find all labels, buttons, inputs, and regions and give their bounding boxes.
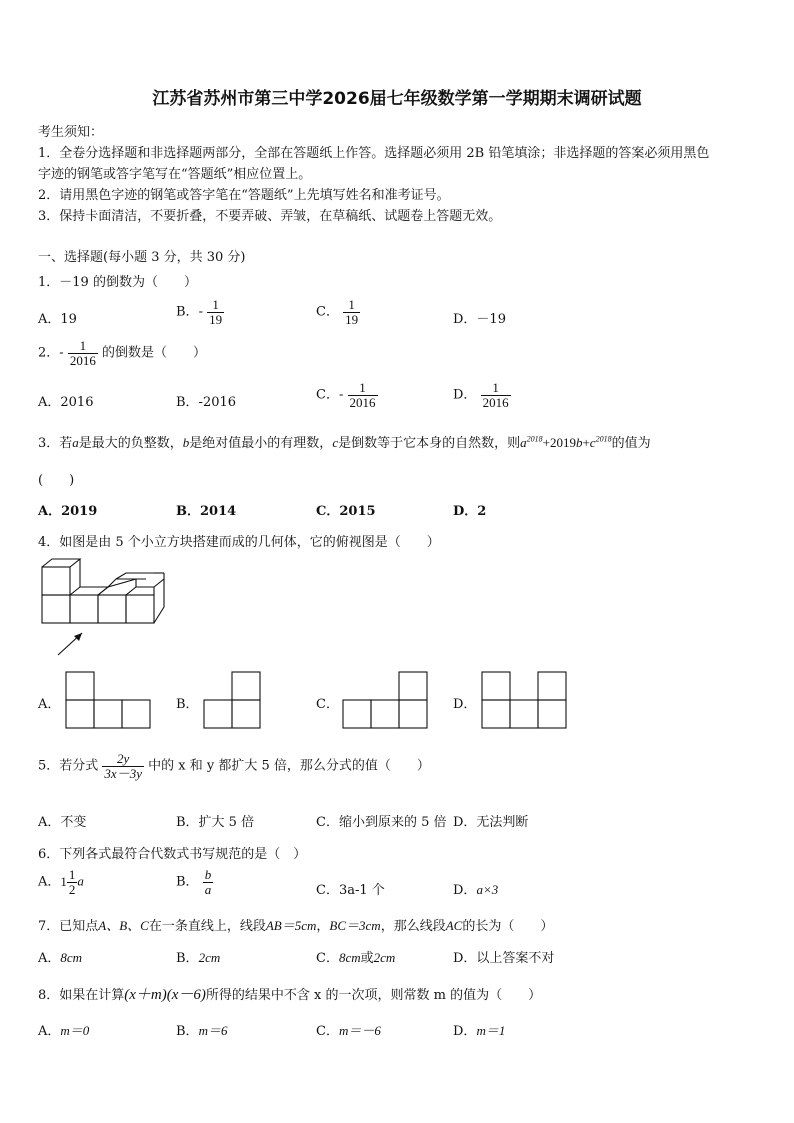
q4-solid-figure [36, 556, 166, 658]
q1-option-b-label: B． [176, 304, 199, 320]
q7-option-b [176, 947, 220, 966]
expr-plus: + [582, 435, 590, 450]
q4-stem: 4．如图是由 5 个小立方块搭建而成的几何体，它的俯视图是（ ） [38, 535, 440, 550]
q7-option-d: D．以上答案不对 [453, 951, 555, 966]
notice-item-3: 3．保持卡面清洁，不要折叠，不要弄破、弄皱，在草稿纸、试题卷上答题无效。 [38, 209, 502, 224]
q7-option-c-value2: 2cm [373, 950, 396, 965]
q7-text: ， [316, 919, 330, 934]
q7-option-a-label: A． [38, 951, 61, 966]
q3-option-a: A．2019 [38, 504, 98, 519]
q4-option-d-figure [481, 671, 569, 731]
fraction-numerator: 1 [212, 297, 219, 312]
q5-fraction [102, 752, 144, 780]
q6-option-b-fraction [203, 868, 214, 896]
q2-option-c [316, 381, 378, 409]
q2-stem-rest: 的倒数是（ ） [101, 345, 206, 361]
q5-stem [38, 752, 430, 780]
fraction-denominator: a [204, 881, 212, 897]
notice-item-1: 1．全卷分选择题和非选择题两部分，全部在答题纸上作答。选择题必须用 2B 铅笔填涂；非选择题的答案必须用黑色 [38, 146, 710, 161]
q7-option-c [316, 947, 395, 966]
q2-option-a: A．2016 [38, 395, 94, 410]
q1-option-b-sign: - [198, 304, 203, 320]
q8-option-d-label: D． [453, 1024, 477, 1039]
q2-stem [38, 339, 206, 367]
q7-option-a-value: 8cm [60, 950, 83, 965]
q7-option-a [38, 947, 82, 966]
q1-option-b [176, 298, 224, 326]
fraction-numerator: 1 [492, 380, 499, 395]
q4-option-a-label: A． [38, 697, 61, 712]
q4-option-d-label: D． [453, 697, 477, 712]
expr-exp: 2018 [595, 434, 612, 444]
q6-option-c: C．3a-1 个 [316, 883, 385, 898]
q1-option-d: D．－19 [453, 312, 506, 327]
notice-heading: 考生须知： [38, 125, 104, 140]
q3-text: 的值为 [611, 436, 651, 451]
q7-option-c-label: C． [316, 951, 339, 966]
q8-option-c-value: m＝－6 [338, 1023, 381, 1038]
q8-stem [38, 983, 541, 1004]
q3-text: 是绝对值最小的有理数， [189, 436, 333, 451]
q4-option-b-figure [203, 671, 263, 731]
section-heading: 一、选择题(每小题 3 分，共 30 分) [38, 250, 246, 265]
q4-option-c-label: C． [316, 697, 339, 712]
q4-option-a-figure [65, 671, 153, 731]
expr-b: b [575, 435, 583, 450]
q7-bc: BC＝3cm [329, 918, 381, 933]
q7-option-c-or: 或 [360, 951, 374, 966]
fraction-numerator: 1 [79, 338, 87, 353]
q2-option-b: B．-2016 [176, 395, 237, 410]
q8-option-c-label: C． [316, 1024, 339, 1039]
expr-mid: +2019 [542, 435, 576, 450]
q3-text: 是最大的负整数， [78, 436, 183, 451]
q8-expression: (x＋m)(x－6) [124, 987, 206, 1003]
q6-option-a-fraction [67, 868, 78, 896]
q8-option-a [38, 1020, 89, 1039]
fraction-denominator: 19 [209, 311, 223, 327]
q7-option-b-value: 2cm [198, 950, 221, 965]
q3-var-b: b [182, 435, 190, 450]
q3-paren: ( ) [38, 473, 75, 488]
fraction-numerator: b [204, 867, 212, 882]
q8-option-b [176, 1020, 227, 1039]
q2-option-c-fraction [348, 381, 378, 409]
q2-option-d-label: D． [453, 387, 477, 403]
q8-option-d [453, 1020, 505, 1039]
q5-option-a: A．不变 [38, 815, 87, 830]
q4-option-b-label: B． [176, 697, 199, 712]
page-title: 江苏省苏州市第三中学2026届七年级数学第一学期期末调研试题 [152, 89, 642, 109]
q1-option-b-fraction [207, 298, 224, 326]
q8-text: 所得的结果中不含 x 的一次项，则常数 m 的值为（ ） [205, 988, 542, 1003]
q7-ac: AC [445, 918, 463, 933]
fraction-denominator: 2016 [482, 394, 509, 410]
q6-option-b-label: B． [176, 874, 199, 890]
fraction-denominator: 2016 [349, 394, 376, 410]
q3-option-b: B．2014 [176, 504, 237, 519]
fraction-denominator: 19 [345, 311, 359, 327]
fraction-numerator: 2y [117, 751, 130, 766]
q6-option-b [176, 868, 213, 896]
q2-option-d [453, 381, 511, 409]
fraction-numerator: 1 [359, 380, 366, 395]
q6-option-a-var: a [77, 873, 84, 889]
q8-option-b-value: m＝6 [198, 1023, 228, 1038]
q5-option-b: B．扩大 5 倍 [176, 815, 255, 830]
notice-item-1-cont: 字迹的钢笔或答字笔写在“答题纸”相应位置上。 [38, 167, 312, 182]
fraction-numerator: 1 [68, 867, 76, 882]
q7-text: 在一条直线上，线段 [148, 919, 266, 934]
fraction-denominator: 2016 [69, 352, 96, 368]
q1-option-c-label: C． [316, 304, 339, 320]
expr-c: c [589, 435, 596, 450]
q2-sign: - [59, 345, 64, 361]
q7-points: A、B、C [98, 918, 149, 933]
q8-text: 8．如果在计算 [38, 988, 125, 1003]
q7-option-b-label: B． [176, 951, 199, 966]
q8-option-b-label: B． [176, 1024, 199, 1039]
q1-option-a: A．19 [38, 312, 77, 327]
expr-a: a [520, 435, 527, 450]
q7-text: ，那么线段 [380, 919, 446, 934]
q2-number: 2． [38, 345, 60, 361]
q3-stem [38, 432, 651, 451]
q7-stem [38, 915, 553, 934]
expr-exp: 2018 [526, 434, 543, 444]
q7-option-c-value1: 8cm [338, 950, 361, 965]
mixed-whole: 1 [60, 874, 67, 890]
q2-option-c-sign: - [338, 387, 344, 403]
q7-text: 的长为（ ） [462, 919, 554, 934]
q6-option-a [38, 868, 84, 896]
q1-option-c [316, 298, 360, 326]
q5-text: 5．若分式 [38, 758, 99, 774]
q6-option-d [453, 879, 498, 898]
q8-option-a-value: m＝0 [60, 1023, 90, 1038]
q2-option-c-label: C． [316, 387, 339, 403]
q3-text: 是倒数等于它本身的自然数，则 [338, 436, 521, 451]
fraction-numerator: 1 [348, 297, 355, 312]
q2-fraction [68, 339, 98, 367]
q2-option-d-fraction [481, 381, 511, 409]
q4-option-c-figure [342, 671, 430, 731]
q8-option-a-label: A． [38, 1024, 61, 1039]
q6-option-d-label: D． [453, 883, 477, 898]
q3-var-a: a [72, 435, 79, 450]
q5-text: 中的 x 和 y 都扩大 5 倍，那么分式的值（ ） [148, 758, 430, 774]
q5-option-d: D．无法判断 [453, 815, 529, 830]
q3-option-c: C．2015 [316, 504, 376, 519]
q6-option-d-expr: a×3 [476, 882, 499, 897]
q1-option-c-fraction [343, 298, 360, 326]
q8-option-c [316, 1020, 381, 1039]
q3-var-c: c [332, 435, 339, 450]
q7-ab: AB＝5cm [265, 918, 317, 933]
q7-text: 7．已知点 [38, 919, 99, 934]
q5-option-c: C．缩小到原来的 5 倍 [316, 815, 447, 830]
fraction-denominator: 3x－3y [104, 765, 142, 781]
q3-option-d: D．2 [453, 504, 487, 519]
q6-option-a-label: A． [38, 874, 61, 890]
fraction-denominator: 2 [68, 881, 76, 897]
q3-text: 3．若 [38, 436, 73, 451]
q1-stem: 1．－19 的倒数为（ ） [38, 275, 197, 290]
q8-option-d-value: m＝1 [476, 1023, 506, 1038]
notice-item-2: 2．请用黑色字迹的钢笔或答字笔在“答题纸”上先填写姓名和准考证号。 [38, 188, 450, 203]
q3-expression [520, 435, 611, 450]
q6-stem: 6．下列各式最符合代数式书写规范的是（ ） [38, 847, 307, 862]
